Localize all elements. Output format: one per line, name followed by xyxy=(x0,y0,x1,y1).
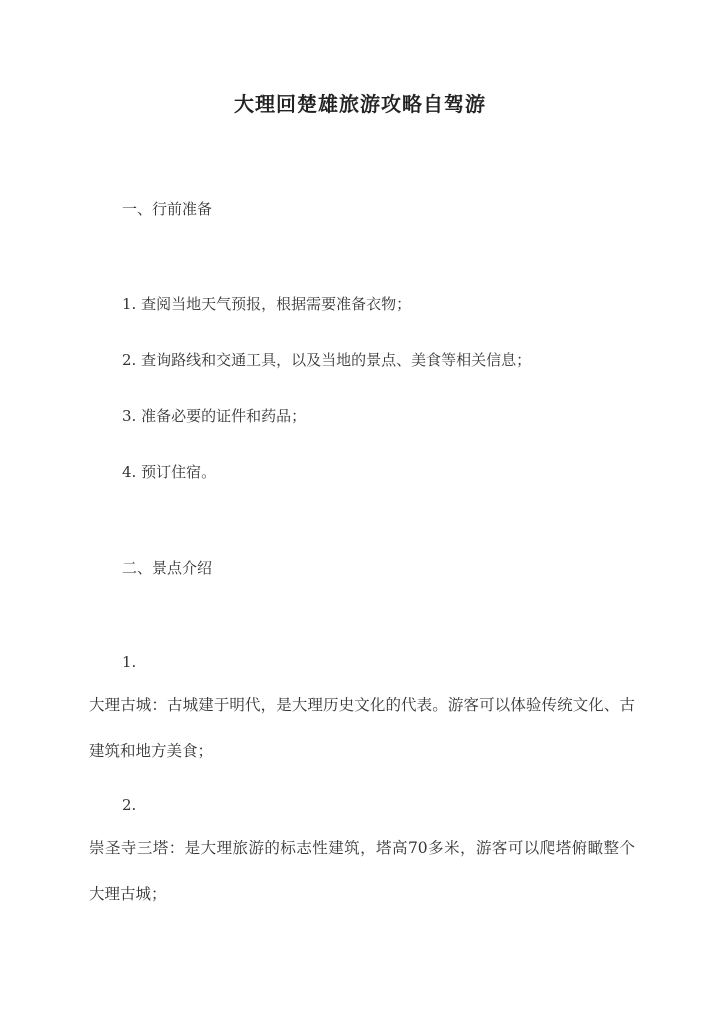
attraction-number: 1. xyxy=(122,653,137,671)
list-item: 2. 查询路线和交通工具，以及当地的景点、美食等相关信息； xyxy=(122,351,532,369)
section-heading-preparation: 一、行前准备 xyxy=(122,200,213,218)
section-heading-attractions: 二、景点介绍 xyxy=(122,559,213,577)
document-title: 大理回楚雄旅游攻略自驾游 xyxy=(234,92,486,116)
list-item: 1. 查阅当地天气预报，根据需要准备衣物； xyxy=(122,295,412,313)
attraction-description: 崇圣寺三塔：是大理旅游的标志性建筑，塔高70多米，游客可以爬塔俯瞰整个大理古城； xyxy=(89,839,635,903)
attraction-description: 大理古城：古城建于明代，是大理历史文化的代表。游客可以体验传统文化、古建筑和地方美食； xyxy=(89,696,635,760)
list-item: 4. 预订住宿。 xyxy=(122,463,217,481)
list-item: 3. 准备必要的证件和药品； xyxy=(122,407,307,425)
attraction-number: 2. xyxy=(122,796,137,814)
